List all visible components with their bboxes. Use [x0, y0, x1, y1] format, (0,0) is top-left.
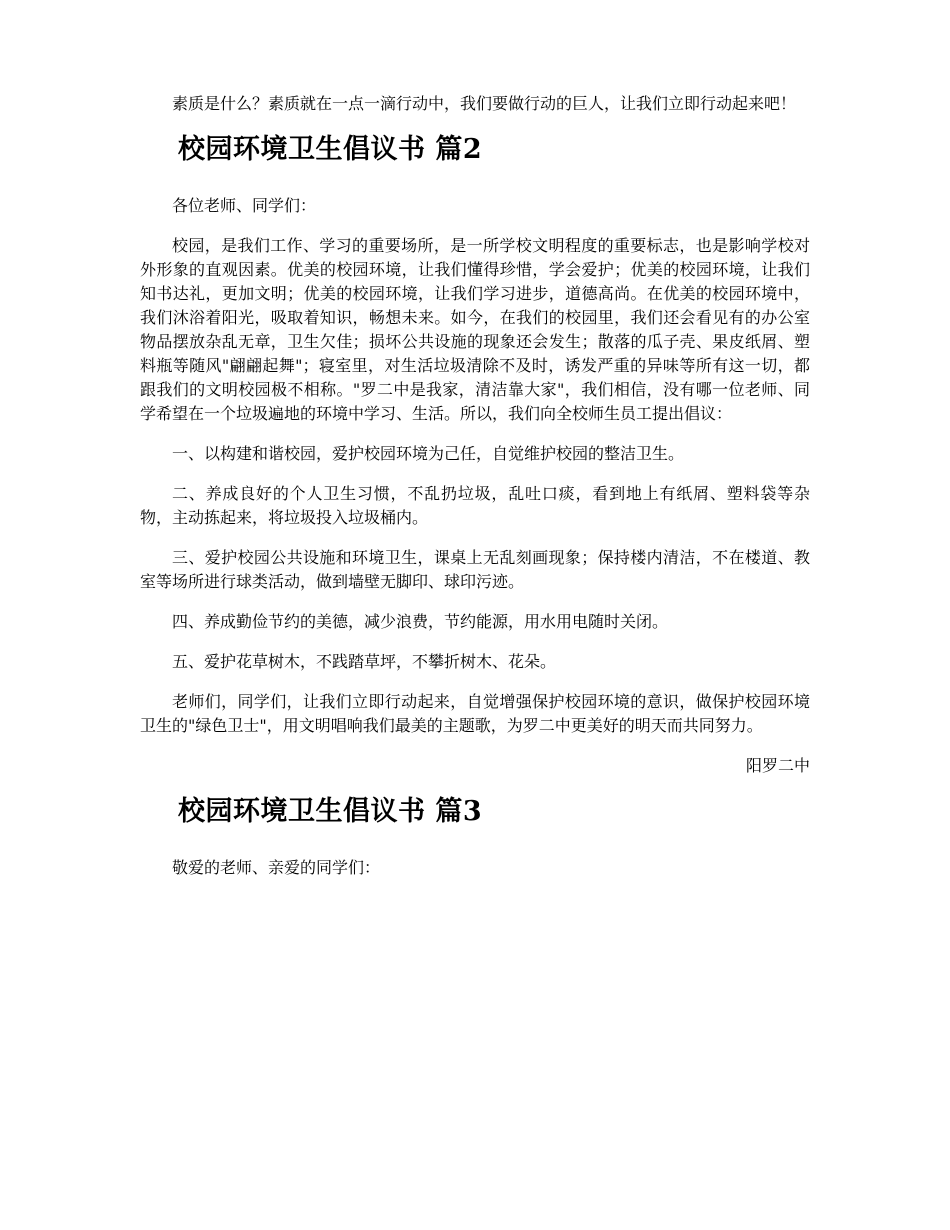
- section-2-closing-paragraph: 老师们，同学们，让我们立即行动起来，自觉增强保护校园环境的意识，做保护校园环境卫生的"绿色卫士"，用文明唱响我们最美的主题歌，为罗二中更美好的明天而共同努力。: [140, 692, 810, 735]
- intro-paragraph: 素质是什么？素质就在一点一滴行动中，我们要做行动的巨人，让我们立即行动起来吧！: [172, 94, 797, 113]
- proposal-item-5: 五、爱护花草树木，不践踏草坪，不攀折树木、花朵。: [172, 652, 557, 671]
- section-2-salutation: 各位老师、同学们：: [172, 196, 317, 215]
- proposal-item-1: 一、以构建和谐校园，爱护校园环境为己任，自觉维护校园的整洁卫生。: [172, 444, 685, 463]
- section-3-heading: 校园环境卫生倡议书 篇3: [178, 796, 483, 827]
- proposal-item-4: 四、养成勤俭节约的美德，减少浪费，节约能源，用水用电随时关闭。: [172, 612, 669, 631]
- section-2-body-paragraph: 校园，是我们工作、学习的重要场所，是一所学校文明程度的重要标志，也是影响学校对外形象的直观因素。优美的校园环境，让我们懂得珍惜，学会爱护；优美的校园环境，让我们知书达礼，更加文明；优美的校园环境，让我们学习进步，道德高尚。在优美的校园环境中，我们沐浴着阳光，吸取着知识，畅想未来。如今，在我们的校园里，我们还会看见有的办公室物品摆放杂乱无章，卫生欠佳；损坏公共设施的现象还会发生；散落的瓜子壳、果皮纸屑、塑料瓶等随风"翩翩起舞"；寝室里，对生活垃圾清除不及时，诱发严重的异味等所有这一切，都跟我们的文明校园极不相称。"罗二中是我家，清洁靠大家"，我们相信，没有哪一位老师、同学希望在一个垃圾遍地的环境中学习、生活。所以，我们向全校师生员工提出倡议：: [140, 236, 810, 423]
- section-2-heading: 校园环境卫生倡议书 篇2: [178, 134, 483, 165]
- proposal-item-2: 二、养成良好的个人卫生习惯，不乱扔垃圾，乱吐口痰，看到地上有纸屑、塑料袋等杂物，主动拣起来，将垃圾投入垃圾桶内。: [140, 484, 810, 527]
- signature: 阳罗二中: [745, 756, 810, 775]
- proposal-item-3: 三、爱护校园公共设施和环境卫生，课桌上无乱刻画现象；保持楼内清洁，不在楼道、教室等场所进行球类活动，做到墙壁无脚印、球印污迹。: [140, 548, 810, 591]
- section-3-salutation: 敬爱的老师、亲爱的同学们：: [172, 858, 381, 877]
- document-page: [140, 92, 810, 896]
